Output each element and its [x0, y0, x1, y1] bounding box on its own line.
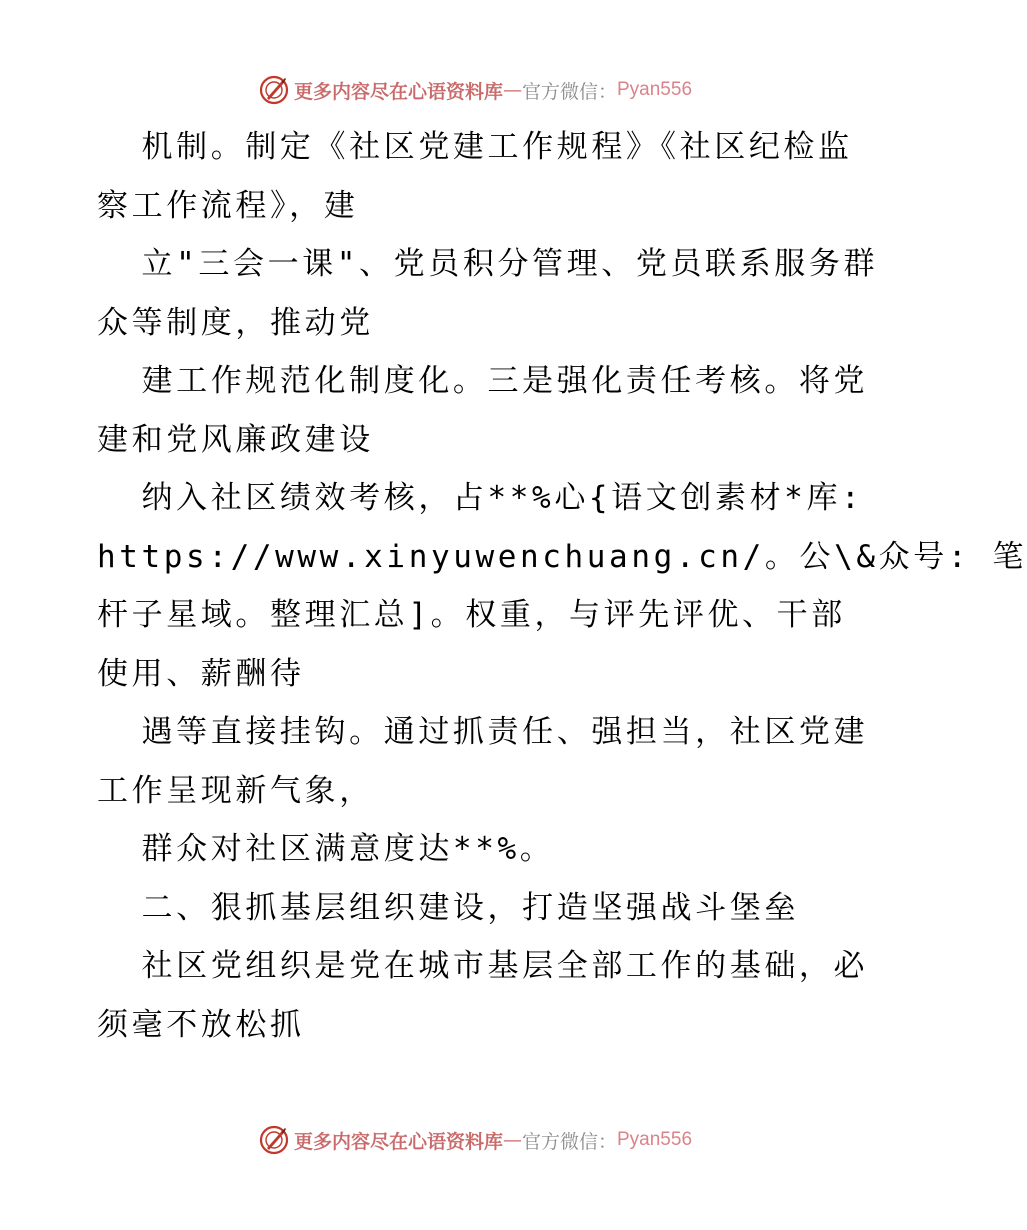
body-line-8: https://www.xinyuwenchuang.cn/。公\&众号: 笔 [97, 538, 1027, 575]
body-line-7: 纳入社区绩效考核，占**%心{语文创素材*库: [97, 480, 864, 516]
body-line-13: 群众对社区满意度达**%。 [97, 831, 555, 867]
header-banner-dash: — [502, 79, 522, 101]
body-line-12: 工作呈现新气象， [97, 772, 374, 809]
body-line-4: 众等制度，推动党 [97, 304, 374, 341]
header-watermark-banner [0, 70, 950, 110]
header-banner-wechat-label: 官方微信： [521, 80, 617, 103]
body-line-16: 须毫不放松抓 [97, 1006, 305, 1043]
body-line-3: 立"三会一课"、党员积分管理、党员联系服务群 [97, 246, 879, 282]
section-heading: 二、狠抓基层组织建设，打造坚强战斗堡垒 [97, 889, 799, 926]
header-banner-wechat-id: Pyan556 [617, 79, 693, 100]
body-line-15: 社区党组织是党在城市基层全部工作的基础，必 [97, 948, 869, 984]
footer-banner-wechat-label: 官方微信： [521, 1130, 617, 1153]
header-banner-text: 更多内容尽在心语资料库 [293, 80, 503, 103]
quill-pen-logo-icon [258, 1124, 290, 1156]
body-line-11: 遇等直接挂钩。通过抓责任、强担当，社区党建 [97, 714, 869, 750]
body-line-10: 使用、薪酬待 [97, 655, 305, 692]
footer-watermark-banner [0, 1120, 950, 1160]
footer-banner-wechat-id: Pyan556 [617, 1129, 693, 1150]
footer-banner-dash: — [502, 1129, 522, 1151]
footer-banner-text: 更多内容尽在心语资料库 [293, 1130, 503, 1153]
body-line-5: 建工作规范化制度化。三是强化责任考核。将党 [97, 363, 869, 399]
body-line-2: 察工作流程》，建 [97, 187, 359, 224]
body-line-1: 机制。制定《社区党建工作规程》《社区纪检监 [97, 129, 853, 165]
body-line-6: 建和党风廉政建设 [97, 421, 374, 458]
body-line-9: 杆子星域。整理汇总]。权重，与评先评优、干部 [97, 597, 846, 633]
quill-pen-logo-icon [258, 74, 290, 106]
document-body [97, 118, 1027, 1054]
